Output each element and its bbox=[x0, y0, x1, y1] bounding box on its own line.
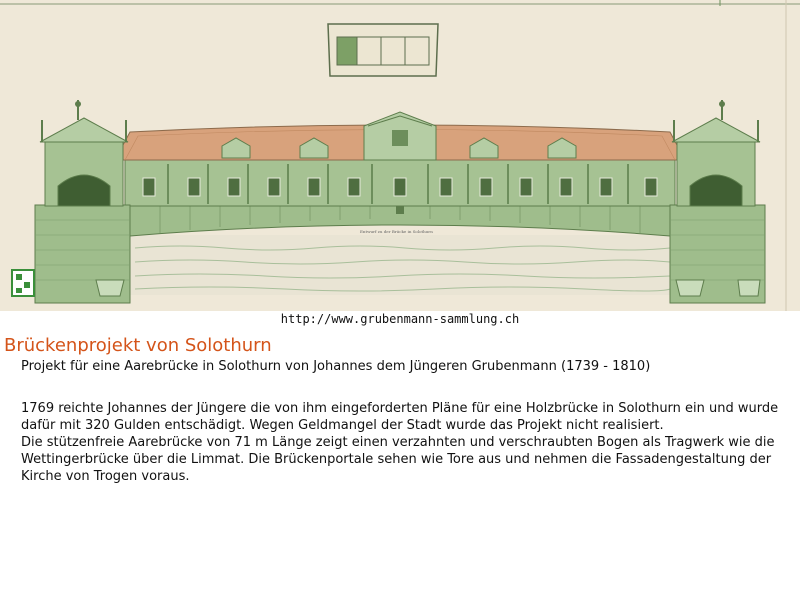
svg-text:Entwurf zu der Brücke in Solot: Entwurf zu der Brücke in Solothurn bbox=[360, 229, 433, 234]
page-title: Brückenprojekt von Solothurn bbox=[4, 335, 272, 356]
source-url[interactable]: http://www.grubenmann-sammlung.ch bbox=[280, 312, 520, 326]
description-text bbox=[21, 400, 796, 485]
collection-badge bbox=[12, 270, 34, 296]
scale-box bbox=[328, 24, 438, 76]
description-paragraph-2: Die stützenfreie Aarebrücke von 71 m Länge zeigt einen verzahnten und verschraubten Bogen als Tragwerk wie die Wettingerbrücke über die Limmat. Die Brückenportale sehen wie Tore aus und nehmen die Fassadengestaltung der Kirche von Trogen voraus. bbox=[21, 435, 775, 484]
description-paragraph-1: 1769 reichte Johannes der Jüngere die von ihm eingeforderten Pläne für eine Holzbrücke in Solothurn ein und wurde dafür mit 320 Gulden entschädigt. Wegen Geldmangel der Stadt wurde das Projekt nicht realisiert. bbox=[21, 401, 779, 433]
page-subtitle: Projekt für eine Aarebrücke in Solothurn von Johannes dem Jüngeren Grubenmann (1739 - 1810) bbox=[21, 359, 651, 374]
